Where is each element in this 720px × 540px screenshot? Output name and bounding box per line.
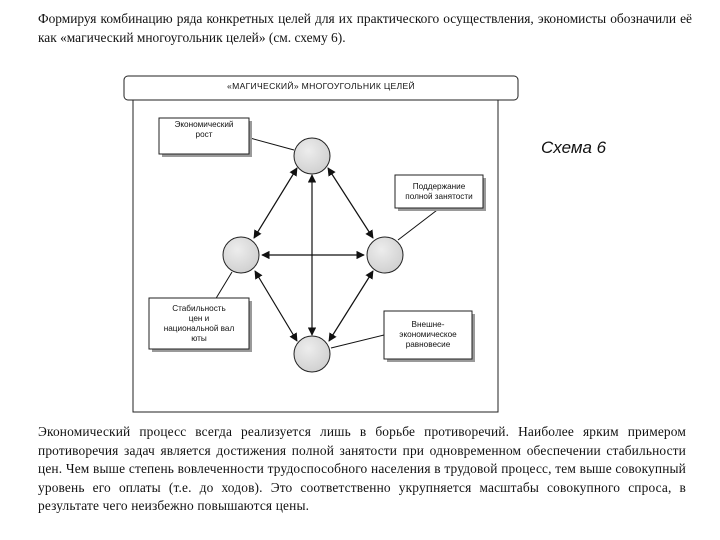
goal-label-external-balance: Внешне- экономическое равновесие: [399, 320, 457, 349]
diagram-title: «МАГИЧЕСКИЙ» МНОГОУГОЛЬНИК ЦЕЛЕЙ: [227, 81, 415, 91]
node-left: [223, 237, 259, 273]
scheme-label: Схема 6: [541, 138, 607, 157]
body-paragraph: Экономический процесс всегда реализуется лишь в борьбе противоречий. Наиболее ярким примером противоречия задач является достижения полной занятости при одновременном обеспечении стабильности цен. Чем выше степень вовлеченности трудоспособного населения в трудовой процесс, тем выше совокупный уровень его оплаты (т.е. до ходов). Это соответственно укрупняется масштабы совокупного спроса, в результате чего неизбежно повышаются цены.: [38, 424, 686, 513]
arrow-top-right: [328, 168, 373, 238]
connector-external-balance: [331, 335, 384, 348]
connector-economic-growth: [250, 138, 294, 150]
node-top: [294, 138, 330, 174]
intro-paragraph: Формируя комбинацию ряда конкретных целей для их практического осуществления, экономисты обозначили её как «магический многоугольник целей» (см. схему 6).: [38, 11, 692, 45]
arrow-left-bottom: [255, 271, 297, 341]
arrow-top-left: [254, 168, 297, 238]
arrow-right-bottom: [329, 271, 373, 341]
goal-label-economic-growth: Экономический рост: [174, 120, 234, 139]
goal-label-full-employment: Поддержание полной занятости: [405, 181, 473, 201]
goal-label-price-stability: Стабильность цен и национальной вал юты: [163, 303, 235, 343]
node-right: [367, 237, 403, 273]
connector-price-stability: [215, 272, 232, 300]
node-bottom: [294, 336, 330, 372]
